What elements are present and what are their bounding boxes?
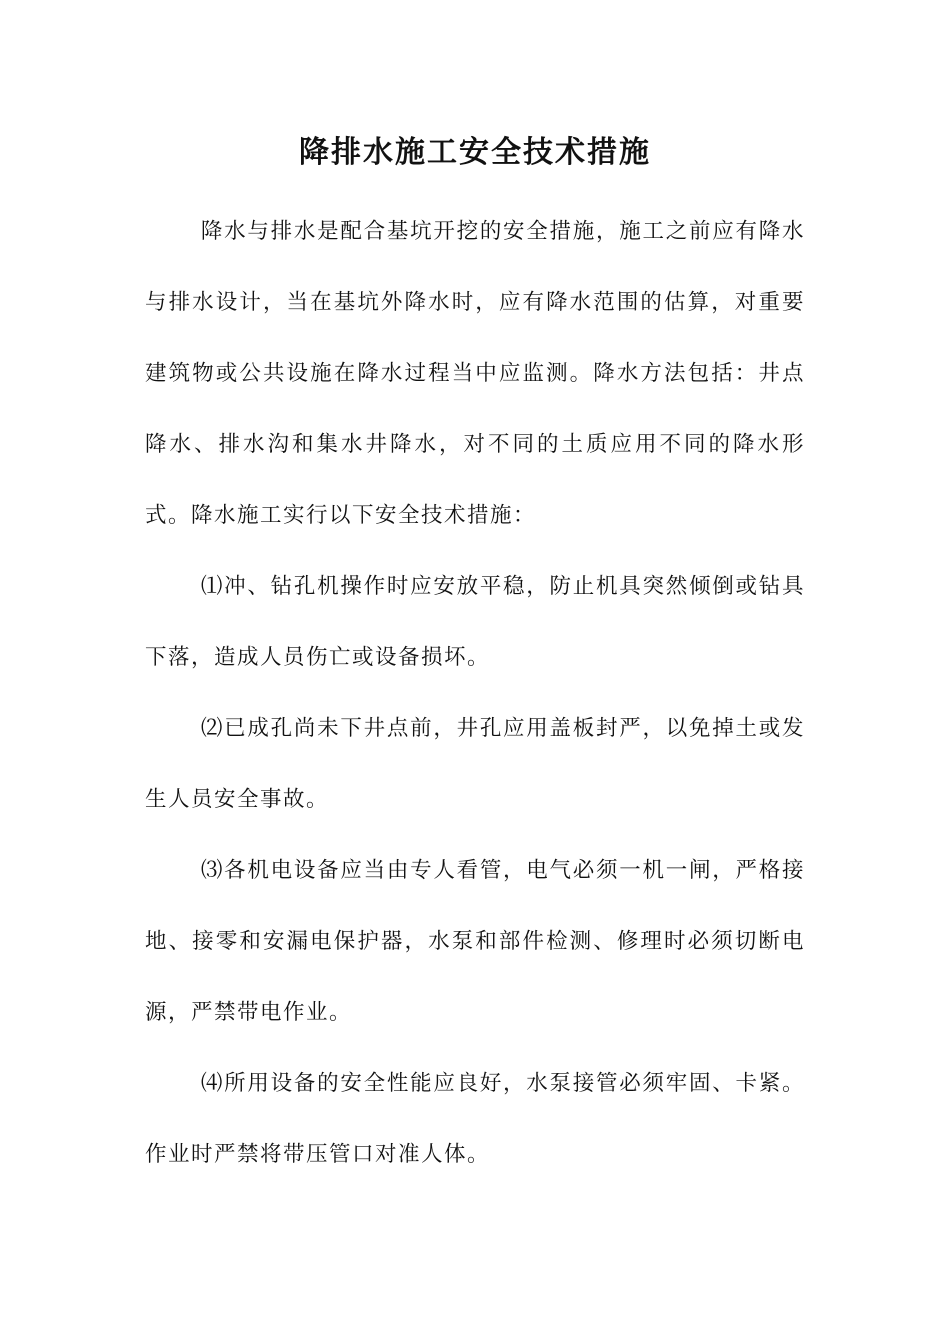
paragraph-measure-2: ⑵已成孔尚未下井点前，井孔应用盖板封严，以免掉土或发生人员安全事故。	[145, 716, 805, 812]
paragraph-measure-1: ⑴冲、钻孔机操作时应安放平稳，防止机具突然倾倒或钻具下落，造成人员伤亡或设备损坏。	[145, 574, 805, 670]
document-body	[145, 196, 805, 1190]
paragraph-intro: 降水与排水是配合基坑开挖的安全措施，施工之前应有降水与排水设计，当在基坑外降水时，应有降水范围的估算，对重要建筑物或公共设施在降水过程当中应监测。降水方法包括：井点降水、排水沟和集水井降水，对不同的土质应用不同的降水形式。降水施工实行以下安全技术措施：	[145, 219, 805, 528]
paragraph-measure-3: ⑶各机电设备应当由专人看管，电气必须一机一闸，严格接地、接零和安漏电保护器，水泵和部件检测、修理时必须切断电源，严禁带电作业。	[145, 858, 805, 1025]
document-title: 降排水施工安全技术措施	[299, 135, 651, 170]
paragraph-measure-4: ⑷所用设备的安全性能应良好，水泵接管必须牢固、卡紧。作业时严禁将带压管口对准人体。	[145, 1071, 805, 1167]
